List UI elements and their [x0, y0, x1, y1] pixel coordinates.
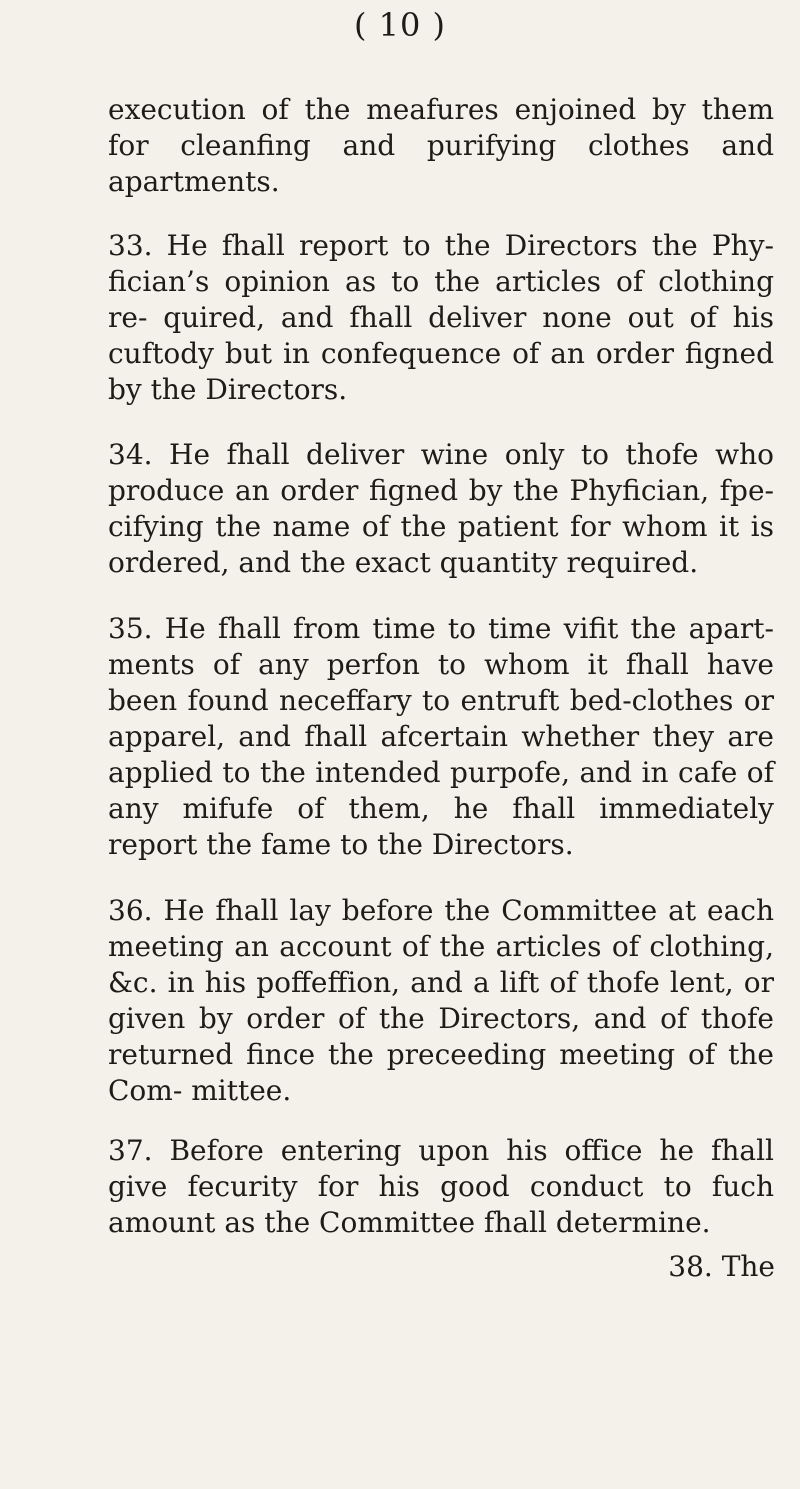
paragraph-text: 37. Before entering upon his office he fhall give fecurity for his good conduct to fuch amount as the Committee fhall determine. — [108, 1134, 774, 1239]
paragraph-text: 34. He fhall deliver wine only to thofe who produce an order figned by the Phyfician, fpe- cifying the name of the patient for whom it is ordered, and the exact quantity required. — [108, 438, 774, 579]
page-number: ( 10 ) — [353, 6, 447, 44]
catchword: 38. The — [668, 1250, 775, 1283]
paragraph-33 — [108, 228, 774, 408]
paragraph-text: 35. He fhall from time to time vifit the apart- ments of any perfon to whom it fhall have been found neceffary to entruft bed-clothes or apparel, and fhall afcertain whether they are applied to the intended purpofe, and in cafe of any mifufe of them, he fhall immediately report the fame to the Directors. — [108, 612, 774, 861]
paragraph-text: execution of the meafures enjoined by them for cleanfing and purifying clothes and apartments. — [108, 93, 774, 198]
paragraph-text: 36. He fhall lay before the Committee at each meeting an account of the articles of clothing, &c. in his poffeffion, and a lift of thofe lent, or given by order of the Directors, and of thofe returned fince the preceeding meeting of the Com- mittee. — [108, 894, 774, 1107]
paragraph-continuation — [108, 92, 774, 200]
paragraph-text: 33. He fhall report to the Directors the Phy- fician’s opinion as to the articles of clothing re- quired, and fhall deliver none out of his cuftody but in confequence of an order figned by the Directors. — [108, 229, 774, 406]
paragraph-36 — [108, 893, 774, 1109]
paragraph-35 — [108, 611, 774, 863]
paragraph-37 — [108, 1133, 774, 1241]
paragraph-34 — [108, 437, 774, 581]
